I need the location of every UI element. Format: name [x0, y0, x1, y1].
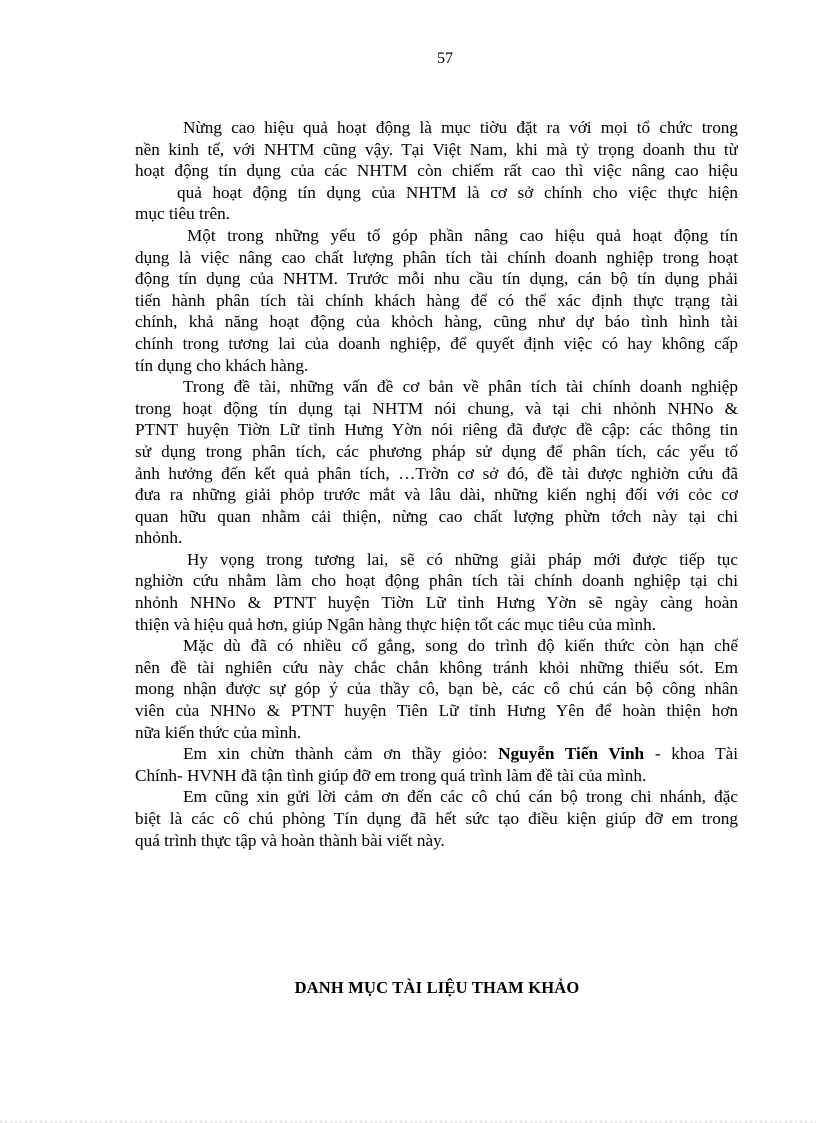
advisor-name: Nguyễn Tiến Vinh [498, 744, 645, 764]
text-line: chính trong tương lai của doanh nghiệp, để quyết định việc có hay không cấp [135, 333, 738, 353]
text-line [135, 743, 738, 765]
acknowledgement-suffix: - khoa Tài [644, 744, 738, 764]
text-line: hoạt động tín dụng của các NHTM còn chiếm rất cao thì việc nâng cao hiệu [135, 161, 738, 181]
paragraph [135, 549, 738, 635]
text-line: quả hoạt động tín dụng của NHTM là cơ sở chính cho việc thực hiện [177, 182, 738, 202]
text-line: Chính- HVNH đã tận tình giúp đỡ em trong quá trình làm đề tài của mình. [135, 765, 647, 785]
text-line: nữa kiến thức của mình. [135, 722, 302, 742]
text-line: tiến hành phân tích tài chính khách hàng để có thể xác định thực trạng tài [135, 290, 738, 310]
text-line: đưa ra những giải phỏp trước mắt và lâu dài, những kiến nghị đối với cỏc cơ [135, 485, 738, 505]
text-line: thiện và hiệu quả hơn, giúp Ngân hàng thực hiện tốt các mục tiêu của mình. [135, 614, 656, 634]
text-line: mong nhận được sự góp ý của thầy cô, bạn bè, các cô chú cán bộ công nhân [135, 679, 738, 699]
paragraph [135, 786, 738, 851]
text-line: nhỏnh. [135, 528, 183, 548]
text-line: nền kinh tế, với NHTM cũng vậy. Tại Việt Nam, khi mà tỷ trọng doanh thu từ [135, 139, 738, 159]
body-text [135, 117, 738, 851]
text-line: sử dụng trong phân tích, các phương pháp sử dụng để phân tích, các yếu tố [135, 441, 738, 461]
text-line: Nừng cao hiệu quả hoạt động là mục tiờu đặt ra với mọi tổ chức trong [183, 118, 738, 137]
text-line: quan hữu quan nhằm cải thiện, nừng cao chất lượng phừn tớch này tại chi [135, 506, 738, 526]
acknowledgement-prefix: Em xin chừn thành cảm ơn thầy giỏo: [183, 744, 499, 764]
text-line: Một trong những yếu tố góp phần nâng cao hiệu quả hoạt động tín [187, 225, 738, 245]
paragraph [135, 743, 738, 786]
text-line: nhỏnh NHNo & PTNT huyện Tiờn Lữ tỉnh Hưng Yờn sẽ ngày càng hoàn [135, 593, 738, 613]
text-line: nghiờn cứu nhằm làm cho hoạt động phân tích tài chính doanh nghiệp tại chi [135, 571, 738, 591]
text-line: Trong đề tài, những vấn đề cơ bản về phân tích tài chính doanh nghiệp [183, 377, 738, 397]
text-line: biệt là các cô chú phòng Tín dụng đã hết sức tạo điều kiện giúp đỡ em trong [135, 809, 738, 828]
text-line: tín dụng cho khách hàng. [135, 355, 309, 375]
paragraph [135, 225, 738, 376]
text-line: Hy vọng trong tương lai, sẽ có những giải pháp mới được tiếp tục [187, 549, 738, 569]
text-line: PTNT huyện Tiờn Lữ tỉnh Hưng Yờn nói riêng đã được đề cập: các thông tin [135, 420, 738, 440]
text-line: Em cũng xin gửi lời cảm ơn đến các cô chú cán bộ trong chi nhánh, đặc [183, 787, 738, 807]
text-line: viên của NHNo & PTNT huyện Tiên Lữ tỉnh Hưng Yên để hoàn thiện hơn [135, 701, 738, 721]
text-line: quá trình thực tập và hoàn thành bài viết này. [135, 830, 445, 850]
paragraph [135, 117, 738, 225]
text-line: trong hoạt động tín dụng tại NHTM nói chung, và tại chi nhỏnh NHNo & [135, 398, 738, 418]
paragraph [135, 635, 738, 743]
text-line: mục tiêu trên. [135, 204, 230, 224]
text-line: chính, khả năng hoạt động của khỏch hàng, cũng như dự báo tình hình tài [135, 312, 738, 332]
references-heading: DANH MỤC TÀI LIỆU THAM KHẢO [294, 978, 580, 997]
text-line: dụng là việc nâng cao chất lượng phân tích tài chính doanh nghiệp trong hoạt [135, 247, 738, 267]
text-line: động tín dụng của NHTM. Trước mỗi nhu cầu tín dụng, cán bộ tín dụng phải [135, 269, 738, 289]
page-number: 57 [437, 50, 453, 67]
text-line: Mặc dù đã có nhiều cố gắng, song do trình độ kiến thức còn hạn chế [183, 636, 738, 656]
text-line: nên đề tài nghiên cứu này chắc chắn không tránh khỏi những thiếu sót. Em [135, 657, 738, 677]
text-line: ảnh hưởng đến kết quả phân tích, …Trờn cơ sở đó, đề tài được nghiờn cứu đã [135, 463, 738, 483]
paragraph [135, 376, 738, 549]
